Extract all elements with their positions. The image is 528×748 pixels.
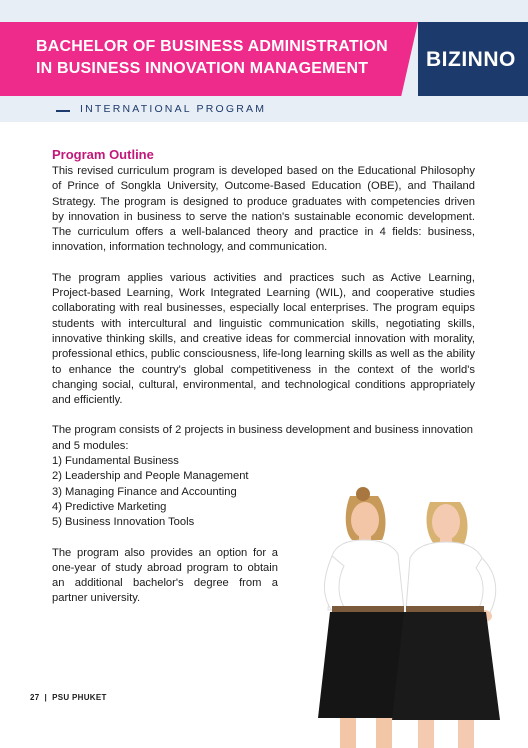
- list-item: 2) Leadership and People Management: [52, 470, 249, 483]
- paragraph-3: The program consists of 2 projects in business development and business innovation and 5 modules:: [52, 424, 474, 452]
- list-item: 1) Fundamental Business: [52, 455, 179, 468]
- paragraph-4: The program also provides an option for a one-year of study abroad program to obtain an additional bachelor's degree from a partner university.: [52, 546, 278, 605]
- page-footer: [30, 693, 107, 702]
- footer-separator: |: [44, 693, 48, 702]
- subtitle-dash: [56, 110, 70, 112]
- list-item: 5) Business Innovation Tools: [52, 516, 195, 529]
- campus-name: PSU PHUKET: [52, 693, 107, 702]
- page-number: 27: [30, 693, 40, 702]
- program-title-line2: IN BUSINESS INNOVATION MANAGEMENT: [36, 60, 369, 77]
- section-title: Program Outline: [52, 147, 154, 162]
- paragraph-2: The program applies various activities and practices such as Active Learning, Project-based Learning, Work Integrated Learning (WIL), and cooperative studies collaborating with real businesses, especially local enterprises. The program equips students with intercultural and linguistic communication skills, negotiating skills, innovative thinking skills, and creative ideas for commercial innovation with morality, professional ethics, public consciousness, life-long learning skills as well as the ability to enhance the country's global competitiveness in the context of the world's changing social, cultural, environmental, and technological conditions appropriately and efficiently.: [52, 271, 475, 407]
- student-right-figure: [392, 502, 500, 748]
- list-item: 3) Managing Finance and Accounting: [52, 485, 237, 498]
- program-title: [36, 36, 416, 80]
- program-badge: BIZINNO: [426, 48, 516, 71]
- program-subtitle: INTERNATIONAL PROGRAM: [80, 103, 267, 115]
- program-title-line1: BACHELOR OF BUSINESS ADMINISTRATION: [36, 38, 388, 55]
- paragraph-1: This revised curriculum program is developed based on the Educational Philosophy of Prince of Songkla University, Outcome-Based Education (OBE), and Thailand Strategy. The program is designed to produce graduates with competencies driven by innovation in business to serve the nation's sustainable economic development. The curriculum offers a well-balanced theory and practice in 4 fields: business, innovation, information technology, and communication.: [52, 165, 475, 254]
- list-item: 4) Predictive Marketing: [52, 500, 167, 513]
- students-photo: [292, 470, 528, 748]
